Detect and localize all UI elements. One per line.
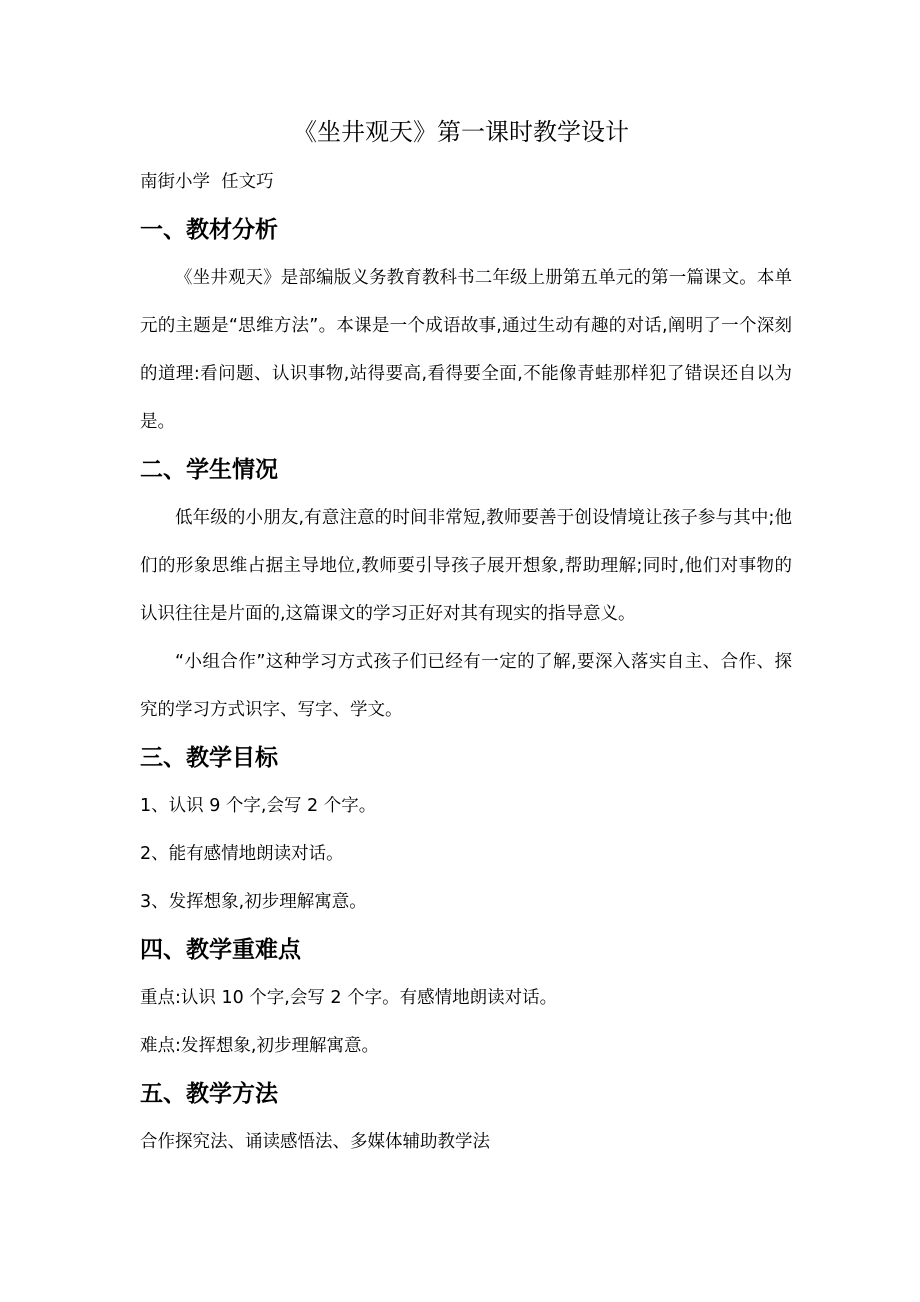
document-title: 《坐井观天》第一课时教学设计 — [293, 118, 629, 146]
author-line: 南街小学 任文巧 — [140, 172, 274, 192]
section-heading-textbook-analysis: 一、教材分析 — [140, 217, 278, 243]
paragraph: “小组合作”这种学习方式孩子们已经有一定的了解,要深入落实自主、合作、探究的学习方式识字、写字、学文。 — [140, 652, 792, 720]
list-item: 合作探究法、诵读感悟法、多媒体辅助教学法 — [140, 1132, 490, 1152]
list-item: 1、认识 9 个字,会写 2 个字。 — [140, 796, 377, 816]
section-heading-teaching-methods: 五、教学方法 — [140, 1081, 278, 1107]
paragraph: 低年级的小朋友,有意注意的时间非常短,教师要善于创设情境让孩子参与其中;他们的形象思维占据主导地位,教师要引导孩子展开想象,帮助理解;同时,他们对事物的认识往往是片面的,这篇课文的学习正好对其有现实的指导意义。 — [140, 508, 792, 624]
list-item: 难点:发挥想象,初步理解寓意。 — [140, 1036, 379, 1056]
paragraph: 《坐井观天》是部编版义务教育教科书二年级上册第五单元的第一篇课文。本单元的主题是“思维方法”。本课是一个成语故事,通过生动有趣的对话,阐明了一个深刻的道理:看问题、认识事物,站得要高,看得要全面,不能像青蛙那样犯了错误还自以为是。 — [140, 268, 792, 432]
document-page — [140, 106, 792, 1166]
list-item: 重点:认识 10 个字,会写 2 个字。有感情地朗读对话。 — [140, 988, 558, 1008]
section-heading-key-points: 四、教学重难点 — [140, 937, 301, 963]
section-heading-teaching-goals: 三、教学目标 — [140, 745, 278, 771]
list-item: 3、发挥想象,初步理解寓意。 — [140, 892, 367, 912]
list-item: 2、能有感情地朗读对话。 — [140, 844, 344, 864]
section-heading-student-situation: 二、学生情况 — [140, 457, 278, 483]
